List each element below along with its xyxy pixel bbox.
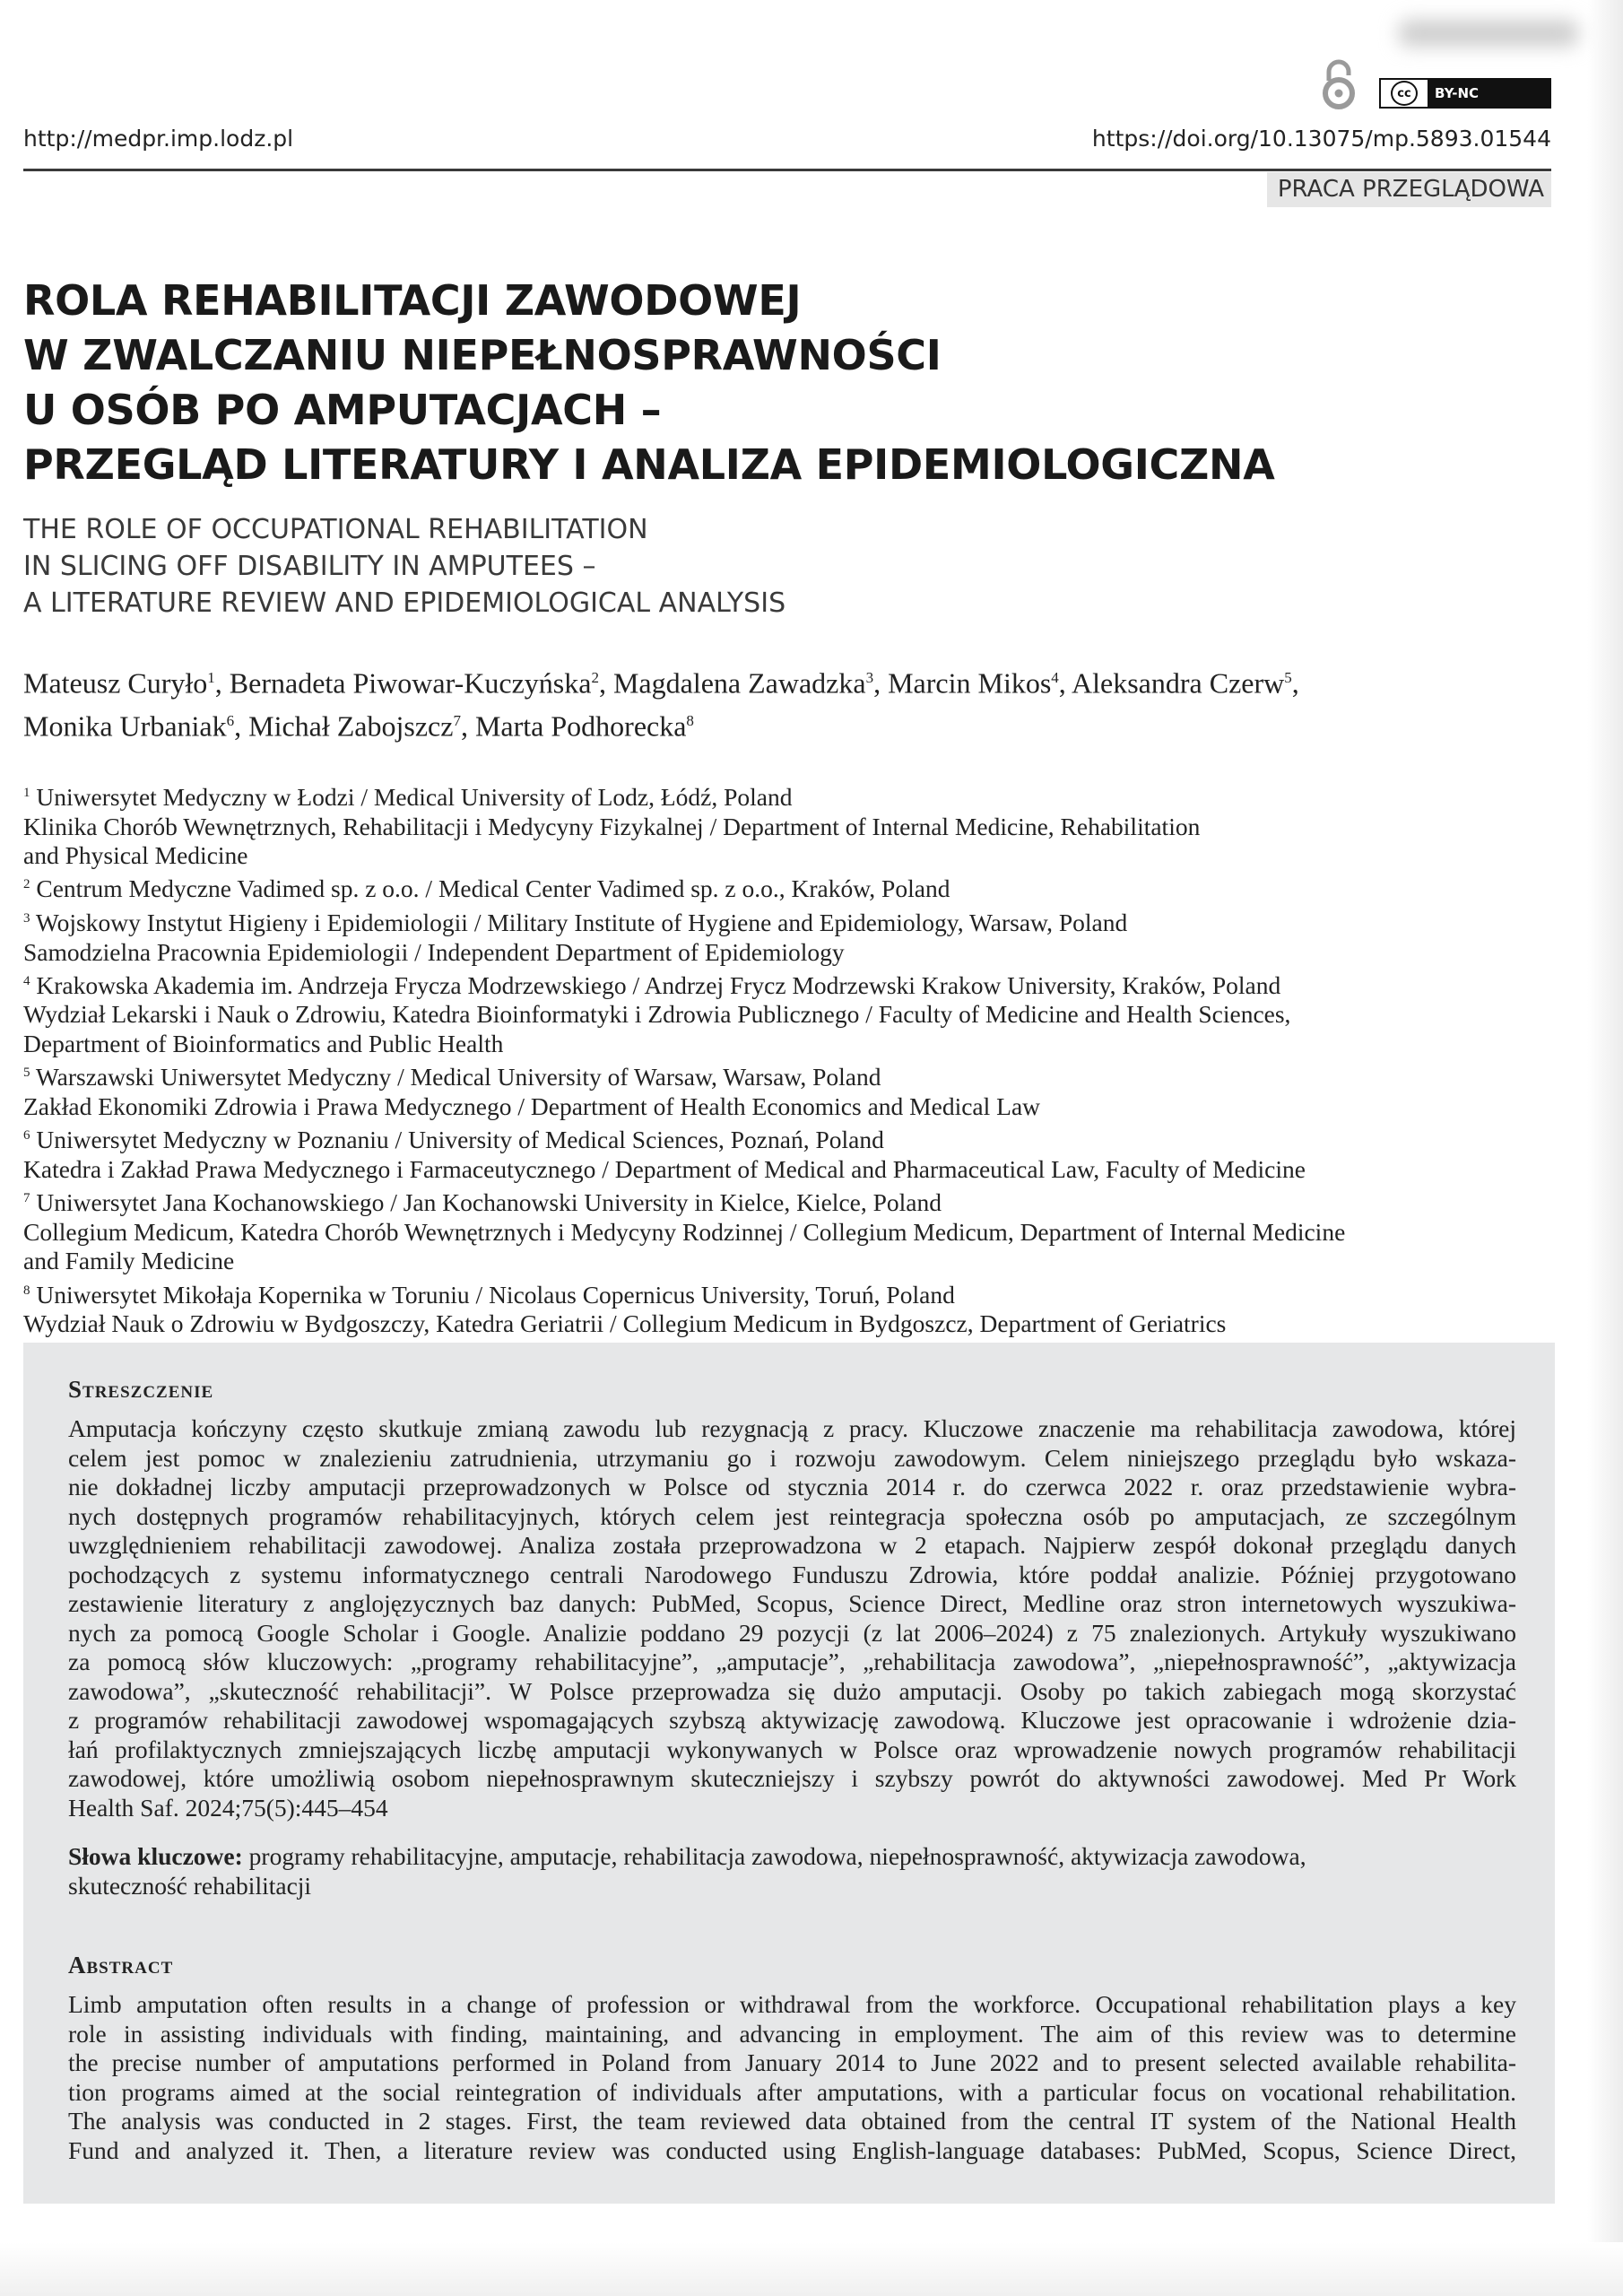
affiliation-line xyxy=(23,813,1548,841)
title-english-line: IN SLICING OFF DISABILITY IN AMPUTEES – xyxy=(23,551,596,582)
affiliation-text: Uniwersytet Medyczny w Poznaniu / University of Medical Sciences, Poznań, Poland xyxy=(30,1126,884,1154)
author-separator: , xyxy=(598,666,613,700)
streszczenie-line: Health Saf. 2024;75(5):445–454 xyxy=(68,1793,388,1822)
streszczenie-line: nych dostępnych programów rehabilitacyjnych, których celem jest reintegracja społeczna osób po amputacjach, ze szczególnym xyxy=(68,1501,1516,1530)
author-separator: , xyxy=(460,709,475,743)
affiliation-number: 4 xyxy=(23,973,30,988)
streszczenie-line: uwzględnieniem rehabilitacji zawodowej. Analiza została przeprowadzona w 2 etapach. Najpierw zespół dokonał przeglądu danych xyxy=(68,1531,1516,1559)
affiliation-line xyxy=(23,1276,1548,1310)
streszczenie-line: Amputacja kończyny często skutkuje zmianą zawodu lub rezygnacją z pracy. Kluczowe znaczenie ma rehabilitacja zawodowa, której xyxy=(68,1414,1516,1442)
author-affiliation-ref: 4 xyxy=(1051,669,1059,686)
abstract-line: Limb amputation often results in a change of profession or withdrawal from the workforce. Occupational rehabilitation plays a key xyxy=(68,1990,1516,2018)
affiliation-number: 2 xyxy=(23,877,30,892)
title-english xyxy=(23,511,785,622)
affiliation-line xyxy=(23,1000,1548,1029)
affiliation-text: Krakowska Akademia im. Andrzeja Frycza Modrzewskiego / Andrzej Frycz Modrzewski Krakow University, Kraków, Poland xyxy=(30,971,1281,1000)
affiliation-text: Klinika Chorób Wewnętrznych, Rehabilitacji i Medycyny Fizykalnej / Department of Internal Medicine, Rehabilitation xyxy=(23,812,1201,840)
abstract-line: Fund and analyzed it. Then, a literature review was conducted using English-language databases: PubMed, Scopus, Science Direct, xyxy=(68,2135,1516,2164)
affiliation-text: and Physical Medicine xyxy=(23,840,248,869)
streszczenie-line: łań profilaktycznych zmniejszających liczbę amputacji wykonywanych w Polsce oraz wprowadzenie nowych programów rehabilitacji xyxy=(68,1735,1516,1763)
title-english-line: THE ROLE OF OCCUPATIONAL REHABILITATION xyxy=(23,514,648,545)
affiliation-text: Department of Bioinformatics and Public Health xyxy=(23,1029,504,1057)
open-access-icon xyxy=(1318,56,1359,111)
affiliation-text: Uniwersytet Jana Kochanowskiego / Jan Kochanowski University in Kielce, Kielce, Poland xyxy=(30,1188,942,1217)
affiliation-line xyxy=(23,1309,1548,1338)
streszczenie-text xyxy=(68,1414,1516,1822)
streszczenie-heading: Streszczenie xyxy=(68,1376,214,1403)
author-name: Magdalena Zawadzka xyxy=(612,666,866,700)
abstract-line: role in assisting individuals with finding, maintaining, and advancing in employment. The aim of this review was to determine xyxy=(68,2019,1516,2048)
affiliation-text: Katedra i Zakład Prawa Medycznego i Farmaceutycznego / Department of Medical and Pharmaceutical Law, Faculty of Medicine xyxy=(23,1154,1306,1183)
affiliation-text: Wojskowy Instytut Higieny i Epidemiologii / Military Institute of Hygiene and Epidemiology, Warsaw, Poland xyxy=(30,909,1128,937)
page-bottom-shadow xyxy=(0,2242,1623,2296)
author-separator: , xyxy=(873,666,889,700)
keywords-text: programy rehabilitacyjne, amputacje, rehabilitacja zawodowa, niepełnosprawność, aktywizacja zawodowa, xyxy=(242,1842,1306,1870)
streszczenie-line: nie dokładnej liczby amputacji przeprowadzonych w Polsce od stycznia 2014 r. do czerwca 2022 r. oraz przedstawienie wybra- xyxy=(68,1473,1516,1500)
affiliation-number: 7 xyxy=(23,1191,30,1206)
title-polish-line: PRZEGLĄD LITERATURY I ANALIZA EPIDEMIOLOGICZNA xyxy=(23,440,1275,489)
affiliation-number: 1 xyxy=(23,786,30,800)
title-polish-line: ROLA REHABILITACJI ZAWODOWEJ xyxy=(23,276,802,325)
affiliation-line xyxy=(23,870,1548,904)
affiliation-line xyxy=(23,841,1548,870)
author-name: Michał Zabojszcz xyxy=(248,709,454,743)
author-name: Mateusz Curyło xyxy=(23,666,208,700)
abstract-line: tion programs aimed at the social reintegration of individuals after amputations, with a particular focus on vocational rehabilitation. xyxy=(68,2077,1516,2106)
title-polish-line: W ZWALCZANIU NIEPEŁNOSPRAWNOŚCI xyxy=(23,331,942,379)
affiliation-line xyxy=(23,1030,1548,1058)
abstract-box xyxy=(23,1343,1555,2204)
streszczenie-line: zawodowa”, „skuteczność rehabilitacji”. W Polsce przeprowadza się dużo amputacji. Osoby po takich zabiegach mogą skorzystać xyxy=(68,1676,1516,1705)
header-divider xyxy=(23,169,1551,171)
author-affiliation-ref: 7 xyxy=(453,711,461,729)
affiliation-number: 6 xyxy=(23,1128,30,1144)
affiliation-line xyxy=(23,1218,1548,1247)
affiliation-line xyxy=(23,938,1548,967)
author-separator: , xyxy=(214,666,230,700)
author-affiliation-ref: 1 xyxy=(207,669,215,686)
affiliation-line xyxy=(23,1092,1548,1121)
license-label: BY-NC xyxy=(1428,80,1549,107)
author-affiliation-ref: 6 xyxy=(226,711,235,729)
author-name: Bernadeta Piwowar-Kuczyńska xyxy=(229,666,592,700)
streszczenie-line: za pomocą słów kluczowych: „programy rehabilitacyjne”, „amputacje”, „rehabilitacja zawodowa”, „niepełnosprawność”, „aktywizacja xyxy=(68,1648,1516,1675)
streszczenie-line: z programów rehabilitacji zawodowej wspomagających szybszą aktywizację zawodową. Kluczowe jest opracowanie i wdrożenie dzia- xyxy=(68,1706,1516,1734)
article-type-label: PRACA PRZEGLĄDOWA xyxy=(1267,172,1551,207)
affiliation-line xyxy=(23,967,1548,1001)
author-separator: , xyxy=(234,709,249,743)
keywords-line: skuteczność rehabilitacji xyxy=(68,1871,312,1900)
blurred-corner-region xyxy=(1399,20,1578,47)
streszczenie-line: nych za pomocą Google Scholar i Google. Analizie poddano 29 pozycji (z lat 2006–2024) z 75 znalezionych. Artykuły wyszukiwano xyxy=(68,1618,1516,1647)
abstract-line: The analysis was conducted in 2 stages. First, the team reviewed data obtained from the central IT system of the National Health xyxy=(68,2107,1516,2135)
affiliation-text: Wydział Lekarski i Nauk o Zdrowiu, Katedra Bioinformatyki i Zdrowia Publicznego / Faculty of Medicine and Health Sciences, xyxy=(23,1000,1291,1029)
affiliation-line xyxy=(23,778,1548,813)
page-edge-shadow xyxy=(1587,0,1623,2296)
keywords-line xyxy=(68,1842,1516,1872)
affiliation-line xyxy=(23,1155,1548,1184)
title-polish-line: U OSÓB PO AMPUTACJACH – xyxy=(23,386,662,434)
journal-url-link[interactable]: http://medpr.imp.lodz.pl xyxy=(23,126,294,152)
author-separator: , xyxy=(1291,666,1299,700)
streszczenie-line: zawodowej, które umożliwią osobom niepełnosprawnym skuteczniejszy i szybszy powrót do aktywności zawodowej. Med Pr Work xyxy=(68,1764,1516,1792)
author-affiliation-ref: 5 xyxy=(1284,669,1292,686)
author-list xyxy=(23,659,1548,744)
affiliation-text: Uniwersytet Mikołaja Kopernika w Toruniu / Nicolaus Copernicus University, Toruń, Poland xyxy=(30,1280,955,1309)
affiliation-line xyxy=(23,1247,1548,1275)
affiliation-number: 3 xyxy=(23,910,30,926)
title-polish xyxy=(23,274,1275,492)
streszczenie-line: celem jest pomoc w znalezieniu zatrudnienia, utrzymaniu go i rozwoju zawodowym. Celem niniejszego przeglądu było wskaza- xyxy=(68,1443,1516,1472)
keywords-block xyxy=(68,1842,1516,1900)
affiliation-text: Uniwersytet Medyczny w Łodzi / Medical University of Lodz, Łódź, Poland xyxy=(30,783,793,812)
author-name: Aleksandra Czerw xyxy=(1072,666,1285,700)
streszczenie-line: pochodzących z systemu informatycznego centrali Narodowego Funduszu Zdrowia, które poddał analizie. Później przygotowano xyxy=(68,1560,1516,1588)
affiliation-text: Samodzielna Pracownia Epidemiologii / Independent Department of Epidemiology xyxy=(23,937,845,966)
author-name: Marta Podhorecka xyxy=(474,709,687,743)
author-name: Marcin Mikos xyxy=(888,666,1052,700)
affiliation-line xyxy=(23,904,1548,938)
affiliation-line xyxy=(23,1058,1548,1092)
affiliation-list xyxy=(23,778,1548,1339)
author-affiliation-ref: 3 xyxy=(865,669,874,686)
author-separator: , xyxy=(1058,666,1072,700)
abstract-text xyxy=(68,1990,1516,2165)
affiliation-text: Warszawski Uniwersytet Medyczny / Medical University of Warsaw, Warsaw, Poland xyxy=(30,1063,881,1091)
affiliation-number: 8 xyxy=(23,1283,30,1298)
title-english-line: A LITERATURE REVIEW AND EPIDEMIOLOGICAL ANALYSIS xyxy=(23,587,786,619)
streszczenie-line: zestawienie literatury z anglojęzycznych baz danych: PubMed, Scopus, Science Direct, Medline oraz stron internetowych wyszukiwa- xyxy=(68,1589,1516,1617)
doi-link[interactable]: https://doi.org/10.13075/mp.5893.01544 xyxy=(1091,126,1551,152)
affiliation-line xyxy=(23,1184,1548,1218)
cc-icon: cc xyxy=(1381,80,1428,107)
affiliation-text: Wydział Nauk o Zdrowiu w Bydgoszczy, Katedra Geriatrii / Collegium Medicum in Bydgoszcz, Department of Geriatrics xyxy=(23,1309,1227,1338)
abstract-line: the precise number of amputations performed in Poland from January 2014 to June 2022 and to present selected available rehabilita- xyxy=(68,2048,1516,2076)
abstract-heading: Abstract xyxy=(68,1952,174,1979)
affiliation-number: 5 xyxy=(23,1065,30,1081)
author-name: Monika Urbaniak xyxy=(23,709,227,743)
author-affiliation-ref: 8 xyxy=(686,711,694,729)
affiliation-text: Collegium Medicum, Katedra Chorób Wewnętrznych i Medycyny Rodzinnej / Collegium Medicum, Department of Internal Medicine xyxy=(23,1217,1346,1246)
affiliation-line xyxy=(23,1121,1548,1155)
affiliation-text: Centrum Medyczne Vadimed sp. z o.o. / Medical Center Vadimed sp. z o.o., Kraków, Poland xyxy=(30,874,950,903)
keywords-label: Słowa kluczowe: xyxy=(68,1842,243,1870)
affiliation-text: and Family Medicine xyxy=(23,1247,235,1275)
author-affiliation-ref: 2 xyxy=(591,669,599,686)
affiliation-text: Zakład Ekonomiki Zdrowia i Prawa Medycznego / Department of Health Economics and Medical Law xyxy=(23,1091,1041,1120)
cc-license-badge[interactable] xyxy=(1379,78,1551,109)
